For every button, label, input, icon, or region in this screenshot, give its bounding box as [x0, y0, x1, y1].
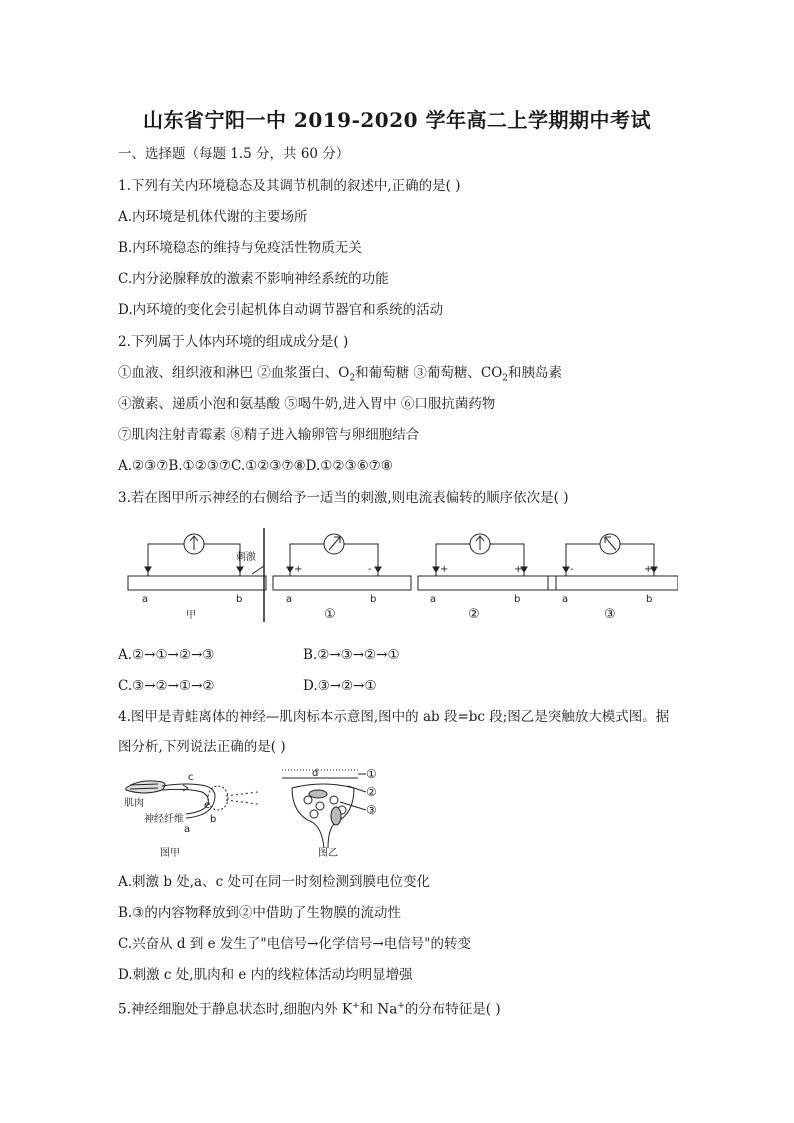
q1-option-d: D.内环境的变化会引起机体自动调节器官和系统的活动 [118, 302, 444, 318]
electrode-a-label: a [142, 594, 149, 605]
panel-3-label: ③ [604, 607, 616, 622]
fig-yi-caption: 图乙 [318, 848, 338, 859]
fig-jia-a: a [184, 824, 191, 835]
q3-stem: 3.若在图甲所示神经的右侧给予一适当的刺激,则电流表偏转的顺序依次是( ) [118, 490, 569, 506]
q3-option-b: B.②→③→②→① [303, 647, 400, 663]
fig-jia-muscle: 肌肉 [124, 798, 144, 809]
fig-jia-c: c [188, 772, 194, 783]
q2-items-line2: ④激素、递质小泡和氨基酸 ⑤喝牛奶,进入胃中 ⑥口服抗菌药物 [118, 396, 496, 412]
electrode-b-label: b [236, 594, 243, 605]
q4-option-c: C.兴奋从 d 到 e 发生了"电信号→化学信号→电信号"的转变 [118, 936, 471, 952]
p1-b: b [370, 594, 377, 605]
p2-plus-right: + [514, 564, 523, 575]
p1-minus: - [368, 564, 372, 575]
p3-b: b [646, 594, 653, 605]
p2-a: a [430, 594, 437, 605]
p3-minus: - [570, 564, 574, 575]
panel-jia-label: 甲 [186, 610, 196, 621]
panel-1-label: ① [324, 607, 336, 622]
page-title: 山东省宁阳一中 2019-2020 学年高二上学期期中考试 [142, 108, 652, 132]
q4-option-a: A.刺激 b 处,a、c 处可在同一时刻检测到膜电位变化 [118, 874, 430, 890]
q4-option-d: D.刺激 c 处,肌肉和 e 内的线粒体活动均明显增强 [118, 967, 413, 983]
q3-option-c: C.③→②→①→② [118, 678, 215, 694]
q4-stem-line1: 4.图甲是青蛙离体的神经—肌肉标本示意图,图中的 ab 段=bc 段;图乙是突触放大模式图。据 [118, 709, 670, 725]
fig-yi-2: ② [366, 785, 377, 799]
q2-items-line1: ①血液、组织液和淋巴 ②血浆蛋白、$O_2$和葡萄糖 ③葡萄糖、$CO_2$和胰岛素 [118, 365, 563, 384]
p1-a: a [286, 594, 293, 605]
q3-option-a: A.②→①→②→③ [118, 647, 215, 663]
q5-stem: 5.神经细胞处于静息状态时,细胞内外 K+和 Na+的分布特征是( ) [118, 1001, 501, 1018]
fig-jia-b: b [210, 814, 217, 825]
q4-stem-line2: 图分析,下列说法正确的是( ) [118, 739, 286, 755]
q2-stem: 2.下列属于人体内环境的组成成分是( ) [118, 334, 349, 350]
q4-figure-yi [278, 764, 388, 864]
q3-option-d: D.③→②→① [303, 678, 377, 694]
p1-plus: + [294, 564, 303, 575]
stimulus-label: 刺激 [236, 552, 256, 563]
p2-plus: + [440, 564, 449, 575]
section-heading: 一、选择题（每题 1.5 分，共 60 分） [118, 146, 350, 162]
q2-items-line3: ⑦肌肉注射青霉素 ⑧精子进入输卵管与卵细胞结合 [118, 427, 420, 443]
q1-option-a: A.内环境是机体代谢的主要场所 [118, 209, 308, 225]
fig-yi-d: d [312, 768, 319, 779]
q1-stem: 1.下列有关内环境稳态及其调节机制的叙述中,正确的是( ) [118, 178, 461, 194]
q4-figure-jia [118, 768, 268, 864]
fig-jia-e: e [204, 800, 211, 811]
fig-jia-caption: 图甲 [160, 848, 180, 859]
q1-option-b: B.内环境稳态的维持与免疫活性物质无关 [118, 240, 362, 256]
fig-yi-1: ① [366, 767, 377, 781]
q3-figure [118, 522, 678, 632]
q4-option-b: B.③的内容物释放到②中借助了生物膜的流动性 [118, 905, 401, 921]
p3-plus: + [644, 564, 653, 575]
q1-option-c: C.内分泌腺释放的激素不影响神经系统的功能 [118, 271, 389, 287]
fig-yi-3: ③ [366, 803, 377, 817]
q2-options: A.②③⑦B.①②③⑦C.①②③⑦⑧D.①②③⑥⑦⑧ [118, 458, 393, 474]
panel-2-label: ② [468, 607, 480, 622]
fig-jia-fiber: 神经纤维 [144, 814, 184, 825]
p3-a: a [562, 594, 569, 605]
p2-b: b [514, 594, 521, 605]
